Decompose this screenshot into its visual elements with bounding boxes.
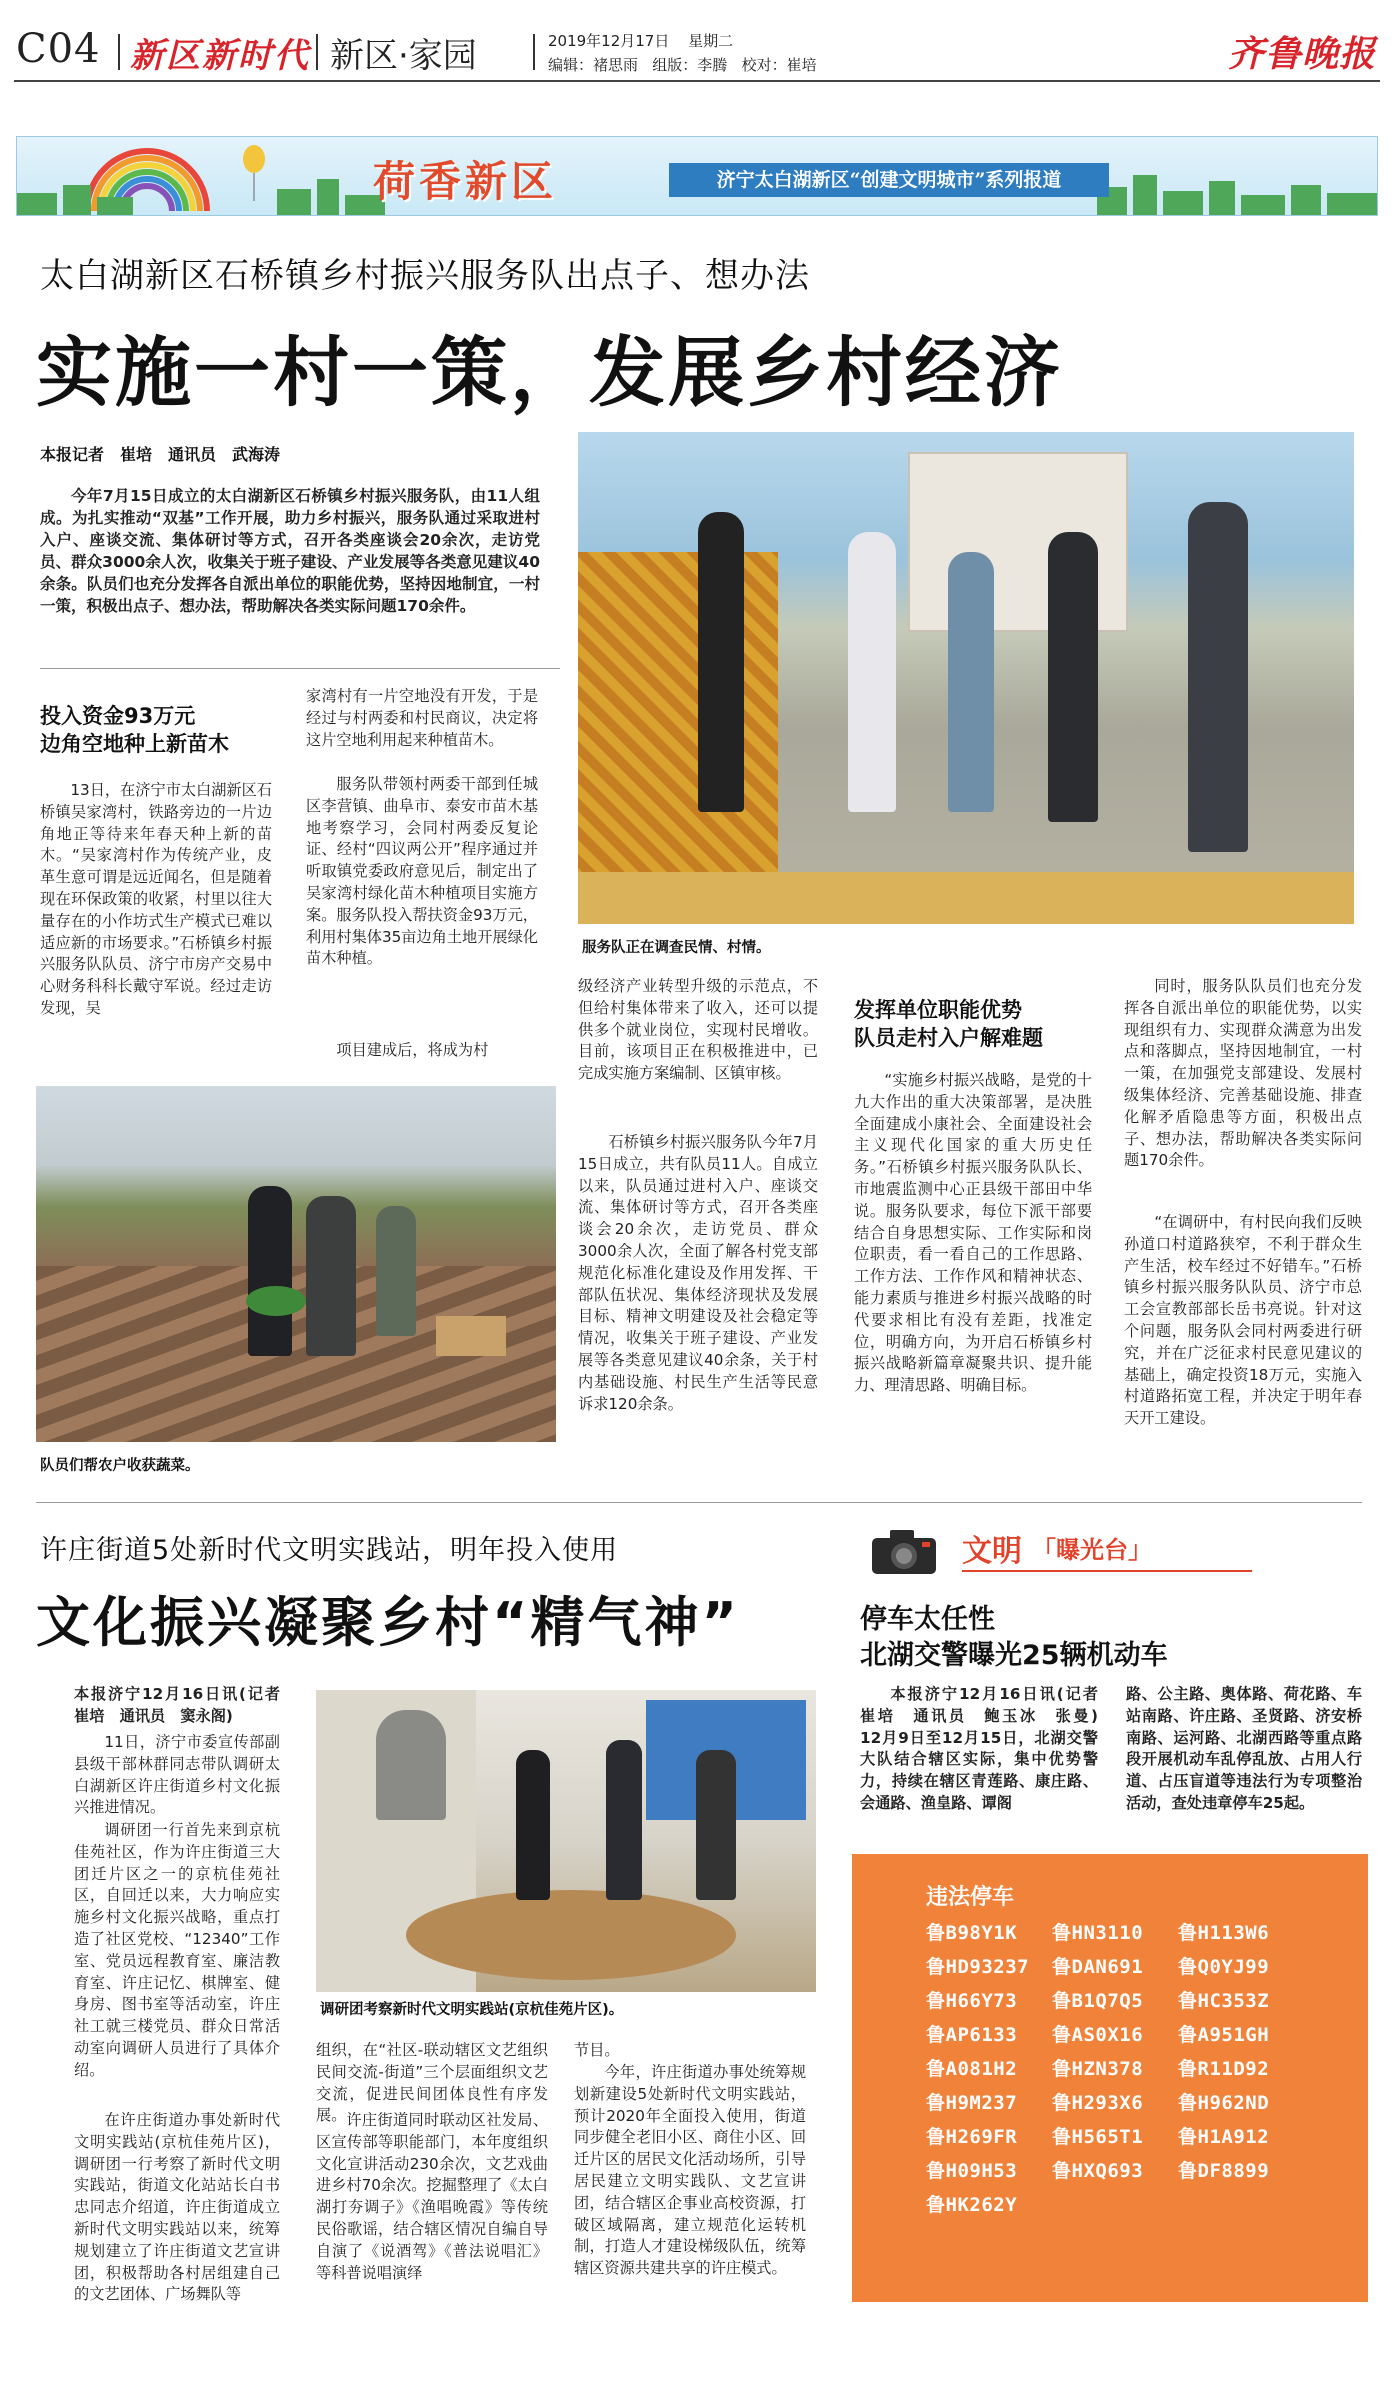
plate-number: 鲁H113W6 <box>1178 1922 1270 1944</box>
article2-col3b: 今年，许庄街道办事处统筹规划新建设5处新时代文明实践站，预计2020年全面投入使用，街道同步健全老旧小区、商住小区、回迁片区的居民文化活动场所，引导居民建立文明实践队、文艺宣讲团，结合辖区企事业高校资源，打破区域隔离，建立规范化运转机制，打造人才建设梯级队伍，统筹辖区资源共建共享的许庄模式。 <box>574 2063 806 2278</box>
photo-vegetable-harvest <box>36 1086 556 1442</box>
violation-box-title: 违法停车 <box>926 1885 1015 1910</box>
exposure-label-main: 文明 <box>962 1534 1022 1569</box>
plate-number: 鲁Q0YJ99 <box>1178 1956 1270 1978</box>
plate-number: 鲁AS0X16 <box>1052 2024 1144 2046</box>
camera-icon <box>870 1526 938 1576</box>
editor-credits: 编辑：褚思雨 组版：李腾 校对：崔培 <box>548 56 817 74</box>
caption-team-survey: 服务队正在调查民情、村情。 <box>582 940 771 956</box>
article2-kicker: 许庄街道5处新时代文明实践站，明年投入使用 <box>40 1535 619 1566</box>
page-header <box>0 0 1394 80</box>
issue-date: 2019年12月17日 <box>548 32 670 50</box>
article1-col5: 同时，服务队队员们也充分发挥各自派出单位的职能优势，以实现组织有力、实现群众满意为出发点和落脚点，坚持因地制宜，一村一策，在加强党支部建设、发展村级集体经济、完善基础设施、排查化解矛盾隐患等方面，积极出点子、想办法，帮助解决各类实际问题170余件。 <box>1124 977 1362 1170</box>
article2-col1b: 调研团一行首先来到京杭佳苑社区，作为许庄街道三大团迁片区之一的京杭佳苑社区，自回迁以来，大力响应实施乡村文化振兴战略，重点打造了社区党校、“12340”工作室、党员远程教育室、廉洁教育室、许庄记忆、棋牌室、健身房、图书室等活动室，许庄社工就三楼党员、群众日常活动室向调研人员进行了具体介绍。 <box>74 1821 280 2079</box>
plate-number: 鲁H565T1 <box>1052 2126 1144 2148</box>
plate-number: 鲁H1A912 <box>1178 2126 1270 2148</box>
exposure-label-sub: 曝光台 <box>1056 1536 1128 1564</box>
divider <box>118 34 120 70</box>
article1-lead: 今年7月15日成立的太白湖新区石桥镇乡村振兴服务队，由11人组成。为扎实推动“双基”工作开展，助力乡村振兴，服务队通过采取进村入户、座谈交流、集体研讨等方式，召开各类座谈会20余次，走访党员、群众3000余人次，收集关于班子建设、产业发展等各类意见建议40余条。队员们也充分发挥各自派出单位的职能优势，坚持因地制宜，一村一策，积极出点子、想办法，帮助解决各类实际问题170余件。 <box>40 487 540 615</box>
plate-number: 鲁HK262Y <box>926 2194 1018 2216</box>
plate-number: 鲁H9M237 <box>926 2092 1018 2114</box>
article1-col3: 级经济产业转型升级的示范点，不但给村集体带来了收入，还可以提供多个就业岗位，实现村民增收。目前，该项目正在积极推进中，已完成实施方案编制、区镇审核。 <box>578 977 818 1083</box>
exposure-body2: 路、公主路、奥体路、荷花路、车站南路、许庄路、圣贤路、济安桥南路、运河路、北湖西路等重点路段开展机动车乱停乱放、占用人行道、占压盲道等违法行为专项整治活动，查处违章停车25起。 <box>1126 1685 1362 1812</box>
issue-weekday: 星期二 <box>688 32 734 50</box>
article2-col1c: 在许庄街道办事处新时代文明实践站(京杭佳苑片区)，调研团一行考察了新时代文明实践站，街道文化站站长白书忠同志介绍道，许庄街道成立新时代文明实践站以来，统筹规划建立了许庄街道文艺宣讲团，积极帮助各村居组建自己的文艺团体、广场舞队等 <box>74 2111 280 2304</box>
exposure-section: 文明 「曝光台」 <box>846 1518 1366 1578</box>
article1-headline: 实施一村一策，发展乡村经济 <box>36 328 1063 417</box>
banner-series: 济宁太白湖新区“创建文明城市”系列报道 <box>669 163 1109 197</box>
plate-number: 鲁HN3110 <box>1052 1922 1144 1944</box>
caption-vegetable-harvest: 队员们帮农户收获蔬菜。 <box>40 1458 200 1474</box>
header-rule <box>14 80 1380 82</box>
photo-civilization-station <box>316 1690 816 1992</box>
plate-number: 鲁B98Y1K <box>926 1922 1018 1944</box>
plate-number: 鲁HXQ693 <box>1052 2160 1144 2182</box>
plate-number: 鲁H269FR <box>926 2126 1018 2148</box>
article2-col2b: 许庄街道同时联动区社发局、区宣传部等职能部门，本年度组织文化宣讲活动230余次，文艺戏曲进乡村70余次。挖掘整理了《太白湖打夯调子》《渔唱晚霞》等传统民俗歌谣，结合辖区情况自编自导自演了《说酒驾》《普法说唱汇》等科普说唱演绎 <box>316 2111 548 2282</box>
article1-byline: 本报记者 崔培 通讯员 武海涛 <box>40 445 281 464</box>
violation-box <box>852 1854 1368 2302</box>
article1-col5b: “在调研中，有村民向我们反映孙道口村道路狭窄，不利于群众生产生活，校车经过不好错车。”石桥镇乡村振兴服务队队员、济宁市总工会宣教部部长岳书亮说。针对这个问题，服务队会同村两委进行研究，并在广泛征求村民意见建议的基础上，确定投资18万元，实施入村道路拓宽工程，并决定于明年春天开工建设。 <box>1124 1213 1362 1428</box>
article1-col1: 13日，在济宁市太白湖新区石桥镇吴家湾村，铁路旁边的一片边角地正等待来年春天种上新的苗木。“吴家湾村作为传统产业，皮革生意可谓是远近闻名，但是随着现在环保政策的收紧，村里以往大量存在的小作坊式生产模式已难以适应新的市场要求。”石桥镇乡村振兴服务队队员、济宁市房产交易中心财务科科长戴守军说。经过走访发现，吴 <box>40 781 272 1017</box>
article1-col3b: 石桥镇乡村振兴服务队今年7月15日成立，共有队员11人。自成立以来，队员通过进村入户、座谈交流、集体研讨等方式，召开各类座谈会20余次，走访党员、群众3000余人次，全面了解各村党支部规范化标准化建设及作用发挥、干部队伍状况、集体经济现状及发展目标、精神文明建设及社会稳定等情况，收集关于班子建设、产业发展等各类意见建议40余条，关于村内基础设施、村民生产生活等民意诉求120余条。 <box>578 1133 818 1413</box>
article1-col2b: 服务队带领村两委干部到任城区李营镇、曲阜市、泰安市苗木基地考察学习，会同村两委反复论证、经村“四议两公开”程序通过并听取镇党委政府意见后，制定出了吴家湾村绿化苗木种植项目实施方案。服务队投入帮扶资金93万元，利用村集体35亩边角土地开展绿化苗木种植。 <box>306 775 538 968</box>
article1-col2c: 项目建成后，将成为村 <box>336 1041 489 1059</box>
series-banner <box>16 136 1378 216</box>
plate-number: 鲁DAN691 <box>1052 1956 1144 1978</box>
divider <box>36 1502 1362 1503</box>
divider <box>316 34 318 70</box>
paper-logo: 齐鲁晚报 <box>1228 33 1377 75</box>
plate-number: 鲁A951GH <box>1178 2024 1270 2046</box>
plate-number: 鲁H962ND <box>1178 2092 1270 2114</box>
article1-subhead1: 投入资金93万元 边角空地种上新苗木 <box>40 704 229 756</box>
article1-col2a: 家湾村有一片空地没有开发，于是经过与村两委和村民商议，决定将这片空地利用起来种植苗木。 <box>306 687 538 749</box>
plate-number: 鲁HZN378 <box>1052 2058 1144 2080</box>
divider <box>533 34 535 70</box>
divider <box>40 668 560 669</box>
article1-subhead2: 发挥单位职能优势 队员走村入户解难题 <box>854 998 1043 1050</box>
article2-col1: 11日，济宁市委宣传部副县级干部林群同志带队调研太白湖新区许庄街道乡村文化振兴推进情况。 <box>74 1733 280 1817</box>
plate-number: 鲁A081H2 <box>926 2058 1018 2080</box>
article2-headline: 文化振兴凝聚乡村“精气神” <box>36 1591 740 1654</box>
article2-byline: 本报济宁12月16日讯(记者 崔培 通讯员 窦永阁) <box>74 1685 296 1725</box>
plate-number: 鲁HD93237 <box>926 1956 1030 1978</box>
article1-kicker: 太白湖新区石桥镇乡村振兴服务队出点子、想办法 <box>40 256 810 296</box>
plate-number: 鲁H293X6 <box>1052 2092 1144 2114</box>
article1-col4: “实施乡村振兴战略，是党的十九大作出的重大决策部署，是决胜全面建成小康社会、全面建设社会主义现代化国家的重大历史任务。”石桥镇乡村振兴服务队队长、市地震监测中心正县级干部田中华说。服务队要求，每位下派干部要结合自身思想实际、工作实际和岗位职责，看一看自己的工作思路、工作方法、工作作风和精神状态、能力素质与推进乡村振兴战略的时代要求相比有没有差距，找准定位，明确方向，为开启石桥镇乡村振兴战略新篇章凝聚共识、提升能力、理清思路、明确目标。 <box>854 1071 1092 1395</box>
plate-number: 鲁HC353Z <box>1178 1990 1270 2012</box>
article2-col3: 节目。 <box>574 2041 620 2059</box>
exposure-rule <box>962 1570 1252 1572</box>
brand-logo: 新区新时代 <box>130 36 310 76</box>
page-number: C04 <box>16 26 101 72</box>
plate-number: 鲁B1Q7Q5 <box>1052 1990 1144 2012</box>
plate-number: 鲁AP6133 <box>926 2024 1018 2046</box>
article2-col2: 组织，在“社区-联动辖区文艺组织民间交流-街道”三个层面组织文艺交流，促进民间团体良性有序发展。 <box>316 2041 548 2125</box>
photo-team-survey <box>578 432 1354 924</box>
exposure-headline: 停车太任性 北湖交警曝光25辆机动车 <box>860 1604 1168 1671</box>
plate-number: 鲁H09H53 <box>926 2160 1018 2182</box>
plate-number: 鲁R11D92 <box>1178 2058 1270 2080</box>
plate-number: 鲁H66Y73 <box>926 1990 1018 2012</box>
banner-name: 荷香新区 <box>373 157 558 206</box>
exposure-body1: 本报济宁12月16日讯(记者 崔培 通讯员 鲍玉冰 张曼) 12月9日至12月15日，北湖交警大队结合辖区实际，集中优势警力，持续在辖区青莲路、康庄路、会通路、渔皇路、谭阁 <box>860 1685 1114 1812</box>
plate-number: 鲁DF8899 <box>1178 2160 1270 2182</box>
section-title: 新区·家园 <box>330 36 477 76</box>
caption-civilization-station: 调研团考察新时代文明实践站(京杭佳苑片区)。 <box>320 2002 624 2018</box>
